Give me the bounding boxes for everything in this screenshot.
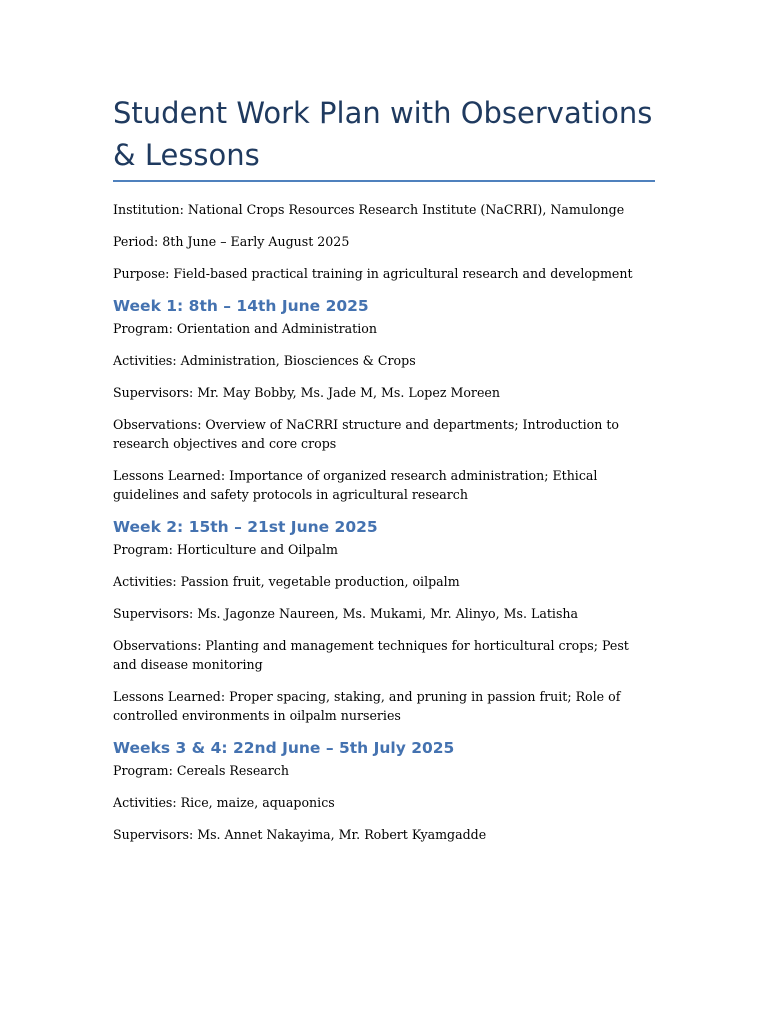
document-page xyxy=(113,92,655,857)
week-1-section xyxy=(113,296,655,504)
week-1-supervisors: Supervisors: Mr. May Bobby, Ms. Jade M, Ms. Lopez Moreen xyxy=(113,385,500,400)
weeks-3-4-section xyxy=(113,738,655,844)
week-2-supervisors: Supervisors: Ms. Jagonze Naureen, Ms. Mukami, Mr. Alinyo, Ms. Latisha xyxy=(113,606,579,621)
week-2-lessons: Lessons Learned: Proper spacing, staking, and pruning in passion fruit; Role of controlled environments in oilpalm nurseries xyxy=(113,689,621,723)
title-underline xyxy=(113,180,655,182)
week-1-lessons: Lessons Learned: Importance of organized research administration; Ethical guidelines and safety protocols in agricultural research xyxy=(113,468,598,502)
document-title: Student Work Plan with Observations & Lessons xyxy=(113,96,653,172)
week-2-activities: Activities: Passion fruit, vegetable production, oilpalm xyxy=(113,574,460,589)
institution-line: Institution: National Crops Resources Research Institute (NaCRRI), Namulonge xyxy=(113,202,625,217)
week-1-observations: Observations: Overview of NaCRRI structure and departments; Introduction to research objectives and core crops xyxy=(113,417,619,451)
week-2-section xyxy=(113,517,655,725)
period-line: Period: 8th June – Early August 2025 xyxy=(113,234,350,249)
week-2-observations: Observations: Planting and management techniques for horticultural crops; Pest and disease monitoring xyxy=(113,638,629,672)
weeks-3-4-activities: Activities: Rice, maize, aquaponics xyxy=(113,795,335,810)
week-1-program: Program: Orientation and Administration xyxy=(113,321,377,336)
purpose-line: Purpose: Field-based practical training in agricultural research and development xyxy=(113,266,633,281)
week-1-heading: Week 1: 8th – 14th June 2025 xyxy=(113,297,369,315)
week-1-activities: Activities: Administration, Biosciences & Crops xyxy=(113,353,416,368)
weeks-3-4-supervisors: Supervisors: Ms. Annet Nakayima, Mr. Robert Kyamgadde xyxy=(113,827,487,842)
week-2-program: Program: Horticulture and Oilpalm xyxy=(113,542,338,557)
week-2-heading: Week 2: 15th – 21st June 2025 xyxy=(113,518,378,536)
weeks-3-4-program: Program: Cereals Research xyxy=(113,763,289,778)
weeks-3-4-heading: Weeks 3 & 4: 22nd June – 5th July 2025 xyxy=(113,739,455,757)
